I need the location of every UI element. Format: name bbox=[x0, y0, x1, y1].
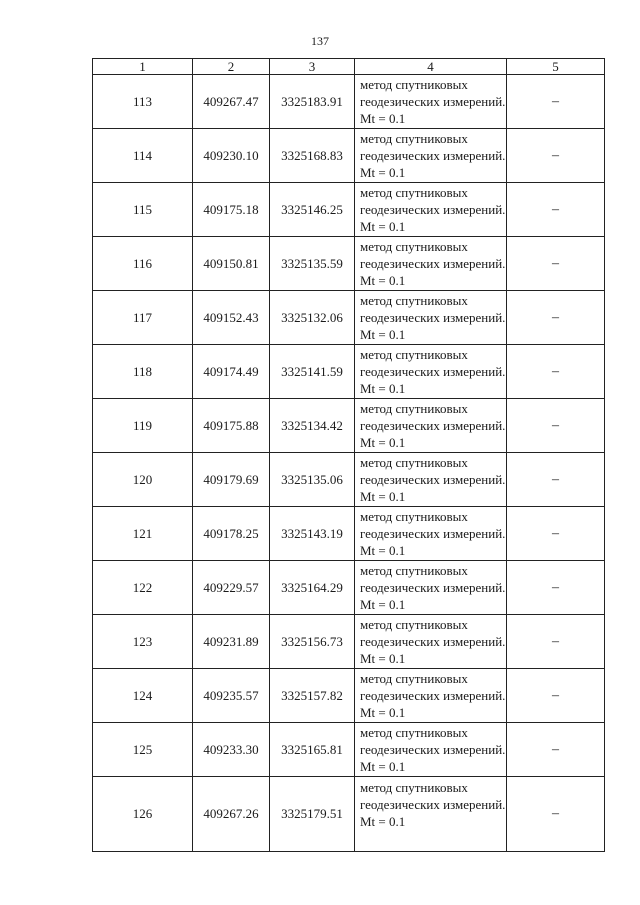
note-cell: – bbox=[507, 291, 605, 345]
y-coordinate-cell: 3325135.06 bbox=[270, 453, 355, 507]
method-cell: метод спутниковых геодезических измерений. Mt = 0.1 bbox=[355, 507, 507, 561]
table-row bbox=[93, 345, 605, 399]
note-cell: – bbox=[507, 399, 605, 453]
method-cell: метод спутниковых геодезических измерений. Mt = 0.1 bbox=[355, 399, 507, 453]
method-cell: метод спутниковых геодезических измерений. Mt = 0.1 bbox=[355, 777, 507, 852]
point-number-cell: 115 bbox=[93, 183, 193, 237]
table-row bbox=[93, 723, 605, 777]
y-coordinate-cell: 3325156.73 bbox=[270, 615, 355, 669]
y-coordinate-cell: 3325165.81 bbox=[270, 723, 355, 777]
point-number-cell: 120 bbox=[93, 453, 193, 507]
y-coordinate-cell: 3325143.19 bbox=[270, 507, 355, 561]
table-row bbox=[93, 561, 605, 615]
note-cell: – bbox=[507, 453, 605, 507]
method-cell: метод спутниковых геодезических измерений. Mt = 0.1 bbox=[355, 615, 507, 669]
x-coordinate-cell: 409179.69 bbox=[193, 453, 270, 507]
y-coordinate-cell: 3325132.06 bbox=[270, 291, 355, 345]
header-row bbox=[93, 59, 605, 75]
point-number-cell: 125 bbox=[93, 723, 193, 777]
method-cell: метод спутниковых геодезических измерений. Mt = 0.1 bbox=[355, 291, 507, 345]
note-cell: – bbox=[507, 561, 605, 615]
method-cell: метод спутниковых геодезических измерений. Mt = 0.1 bbox=[355, 237, 507, 291]
point-number-cell: 126 bbox=[93, 777, 193, 852]
x-coordinate-cell: 409267.47 bbox=[193, 75, 270, 129]
table-row bbox=[93, 129, 605, 183]
y-coordinate-cell: 3325157.82 bbox=[270, 669, 355, 723]
point-number-cell: 124 bbox=[93, 669, 193, 723]
point-number-cell: 123 bbox=[93, 615, 193, 669]
note-cell: – bbox=[507, 777, 605, 852]
header-col-2: 2 bbox=[193, 59, 270, 75]
x-coordinate-cell: 409230.10 bbox=[193, 129, 270, 183]
note-cell: – bbox=[507, 723, 605, 777]
x-coordinate-cell: 409174.49 bbox=[193, 345, 270, 399]
method-cell: метод спутниковых геодезических измерений. Mt = 0.1 bbox=[355, 75, 507, 129]
point-number-cell: 119 bbox=[93, 399, 193, 453]
y-coordinate-cell: 3325183.91 bbox=[270, 75, 355, 129]
note-cell: – bbox=[507, 75, 605, 129]
point-number-cell: 114 bbox=[93, 129, 193, 183]
note-cell: – bbox=[507, 345, 605, 399]
table-row bbox=[93, 75, 605, 129]
y-coordinate-cell: 3325134.42 bbox=[270, 399, 355, 453]
x-coordinate-cell: 409233.30 bbox=[193, 723, 270, 777]
table-row bbox=[93, 291, 605, 345]
method-cell: метод спутниковых геодезических измерений. Mt = 0.1 bbox=[355, 561, 507, 615]
note-cell: – bbox=[507, 507, 605, 561]
method-cell: метод спутниковых геодезических измерений. Mt = 0.1 bbox=[355, 129, 507, 183]
x-coordinate-cell: 409175.88 bbox=[193, 399, 270, 453]
note-cell: – bbox=[507, 237, 605, 291]
point-number-cell: 113 bbox=[93, 75, 193, 129]
method-cell: метод спутниковых геодезических измерений. Mt = 0.1 bbox=[355, 183, 507, 237]
note-cell: – bbox=[507, 669, 605, 723]
x-coordinate-cell: 409175.18 bbox=[193, 183, 270, 237]
y-coordinate-cell: 3325135.59 bbox=[270, 237, 355, 291]
table-row bbox=[93, 237, 605, 291]
point-number-cell: 116 bbox=[93, 237, 193, 291]
table-row bbox=[93, 615, 605, 669]
header-col-3: 3 bbox=[270, 59, 355, 75]
header-col-4: 4 bbox=[355, 59, 507, 75]
table-row bbox=[93, 183, 605, 237]
table-row bbox=[93, 777, 605, 852]
x-coordinate-cell: 409229.57 bbox=[193, 561, 270, 615]
coordinates-table bbox=[92, 58, 605, 852]
y-coordinate-cell: 3325179.51 bbox=[270, 777, 355, 852]
x-coordinate-cell: 409231.89 bbox=[193, 615, 270, 669]
method-cell: метод спутниковых геодезических измерений. Mt = 0.1 bbox=[355, 723, 507, 777]
x-coordinate-cell: 409178.25 bbox=[193, 507, 270, 561]
method-cell: метод спутниковых геодезических измерений. Mt = 0.1 bbox=[355, 669, 507, 723]
point-number-cell: 122 bbox=[93, 561, 193, 615]
x-coordinate-cell: 409267.26 bbox=[193, 777, 270, 852]
note-cell: – bbox=[507, 129, 605, 183]
x-coordinate-cell: 409150.81 bbox=[193, 237, 270, 291]
table-row bbox=[93, 399, 605, 453]
table-row bbox=[93, 507, 605, 561]
y-coordinate-cell: 3325168.83 bbox=[270, 129, 355, 183]
page-number: 137 bbox=[311, 34, 329, 48]
point-number-cell: 118 bbox=[93, 345, 193, 399]
header-col-5: 5 bbox=[507, 59, 605, 75]
table-row bbox=[93, 669, 605, 723]
y-coordinate-cell: 3325164.29 bbox=[270, 561, 355, 615]
method-cell: метод спутниковых геодезических измерений. Mt = 0.1 bbox=[355, 345, 507, 399]
x-coordinate-cell: 409235.57 bbox=[193, 669, 270, 723]
method-cell: метод спутниковых геодезических измерений. Mt = 0.1 bbox=[355, 453, 507, 507]
point-number-cell: 117 bbox=[93, 291, 193, 345]
table-row bbox=[93, 453, 605, 507]
note-cell: – bbox=[507, 615, 605, 669]
note-cell: – bbox=[507, 183, 605, 237]
x-coordinate-cell: 409152.43 bbox=[193, 291, 270, 345]
point-number-cell: 121 bbox=[93, 507, 193, 561]
y-coordinate-cell: 3325141.59 bbox=[270, 345, 355, 399]
y-coordinate-cell: 3325146.25 bbox=[270, 183, 355, 237]
header-col-1: 1 bbox=[93, 59, 193, 75]
